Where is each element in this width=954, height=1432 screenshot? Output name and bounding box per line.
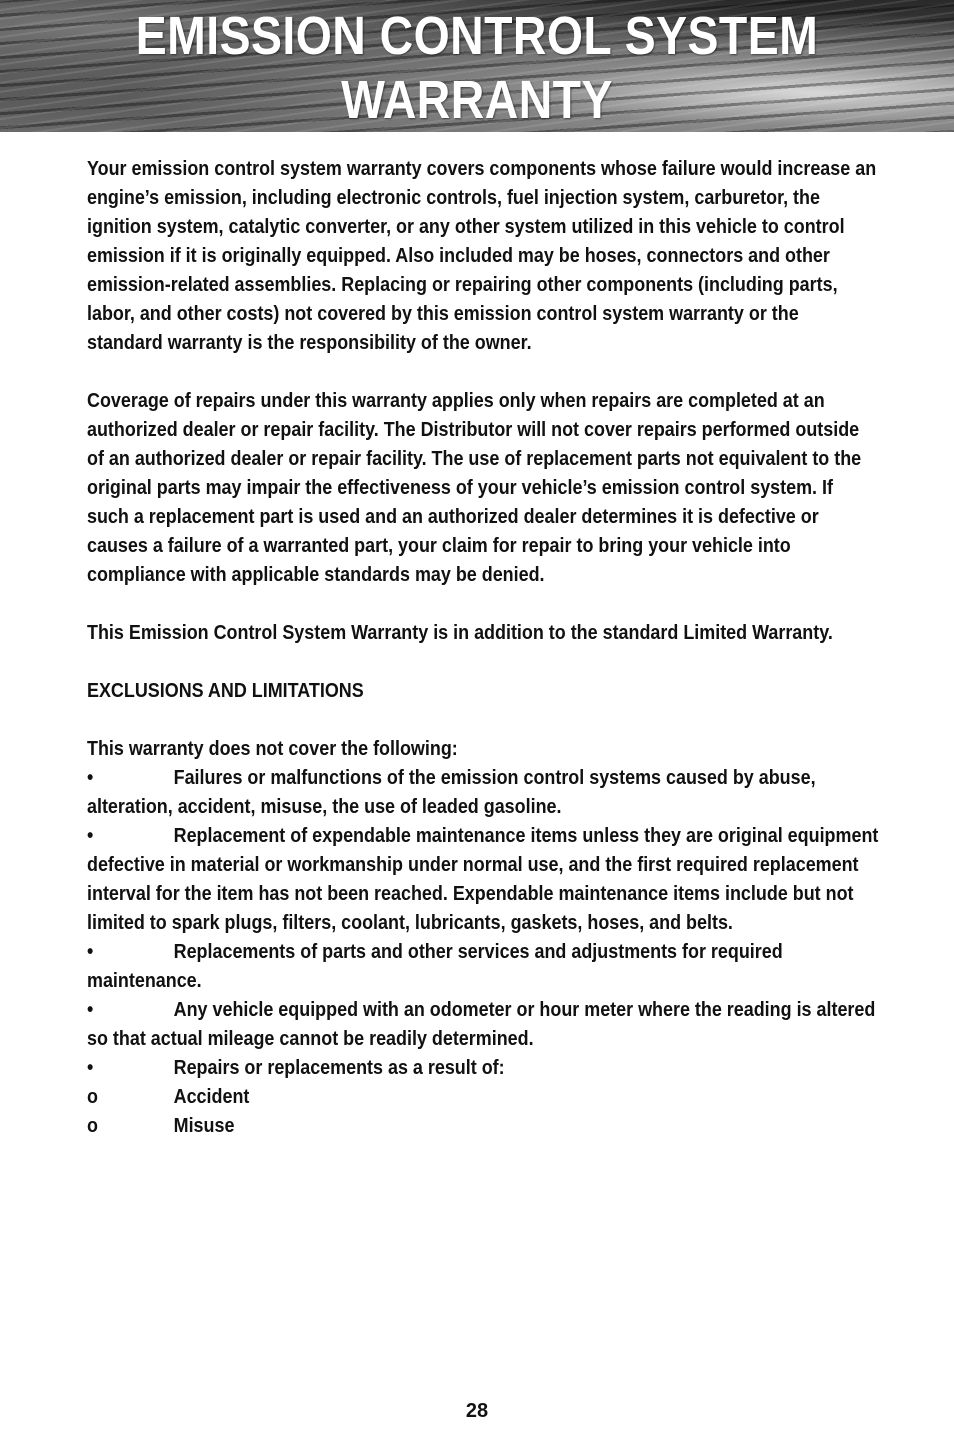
bullet-marker: • <box>87 824 94 847</box>
bullet-marker: • <box>87 998 94 1021</box>
repairs-paragraph: Coverage of repairs under this warranty applies only when repairs are completed at an authorized dealer or repair facility. The Distributor will not cover repairs performed outside of an authorized dealer or repair facility. The use of replacement parts not equivalent to the original parts may impair the effectiveness of your vehicle’s emission control system. If such a replacement part is used and an authorized dealer determines it is defective or causes a failure of a warranted part, your claim for repair to bring your vehicle into compliance with applicable standards may be denied. <box>87 389 862 586</box>
page-title-line-2: WARRANTY <box>341 70 613 130</box>
document-text <box>87 154 879 1140</box>
exclusion-item-text: Any vehicle equipped with an odometer or hour meter where the reading is altered so that actual mileage cannot be readily determined. <box>87 998 876 1050</box>
bullet-marker: • <box>87 1056 94 1079</box>
exclusions-heading: EXCLUSIONS AND LIMITATIONS <box>87 679 364 702</box>
exclusion-item <box>87 995 879 1053</box>
exclusion-item-text: Replacements of parts and other services and adjustments for required maintenance. <box>87 940 783 992</box>
exclusion-item <box>87 763 879 821</box>
exclusion-item <box>87 937 879 995</box>
bullet-marker: • <box>87 766 94 789</box>
paragraph-spacer <box>87 647 879 676</box>
exclusion-item-text: Replacement of expendable maintenance items unless they are original equipment defective in material or workmanship under normal use, and the first required replacement interval for the item has not been reached. Expendable maintenance items include but not limited to spark plugs, filters, coolant, lubricants, gaskets, hoses, and belts. <box>87 824 879 934</box>
sub-bullet-marker: o <box>87 1114 98 1137</box>
page-number: 28 <box>465 1400 489 1422</box>
bullet-marker: • <box>87 940 94 963</box>
exclusion-item-text: Failures or malfunctions of the emission control systems caused by abuse, alteration, accident, misuse, the use of leaded gasoline. <box>87 766 816 818</box>
page-title <box>67 4 887 132</box>
page-title-line-1: EMISSION CONTROL SYSTEM <box>135 6 819 66</box>
sub-bullet-marker: o <box>87 1085 98 1108</box>
title-banner <box>0 0 954 132</box>
exclusions-intro: This warranty does not cover the following: <box>87 737 458 760</box>
exclusion-item-text: Repairs or replacements as a result of: <box>173 1056 505 1079</box>
exclusion-subitem-text: Misuse <box>173 1114 235 1137</box>
paragraph-spacer <box>87 705 879 734</box>
exclusion-subitem <box>87 1082 879 1111</box>
coverage-paragraph: Your emission control system warranty covers components whose failure would increase an engine’s emission, including electronic controls, fuel injection system, carburetor, the ignition system, catalytic converter, or any other system utilized in this vehicle to control emission if it is originally equipped. Also included may be hoses, connectors and other emission-related assemblies. Replacing or repairing other components (including parts, labor, and other costs) not covered by this emission control system warranty or the standard warranty is the responsibility of the owner. <box>87 157 877 354</box>
addition-paragraph: This Emission Control System Warranty is in addition to the standard Limited Warranty. <box>87 621 833 644</box>
document-body <box>87 154 887 1140</box>
paragraph-spacer <box>87 357 879 386</box>
exclusion-subitem-text: Accident <box>173 1085 250 1108</box>
exclusion-subitem <box>87 1111 879 1140</box>
exclusion-item <box>87 1053 879 1082</box>
paragraph-spacer <box>87 589 879 618</box>
exclusion-item <box>87 821 879 937</box>
